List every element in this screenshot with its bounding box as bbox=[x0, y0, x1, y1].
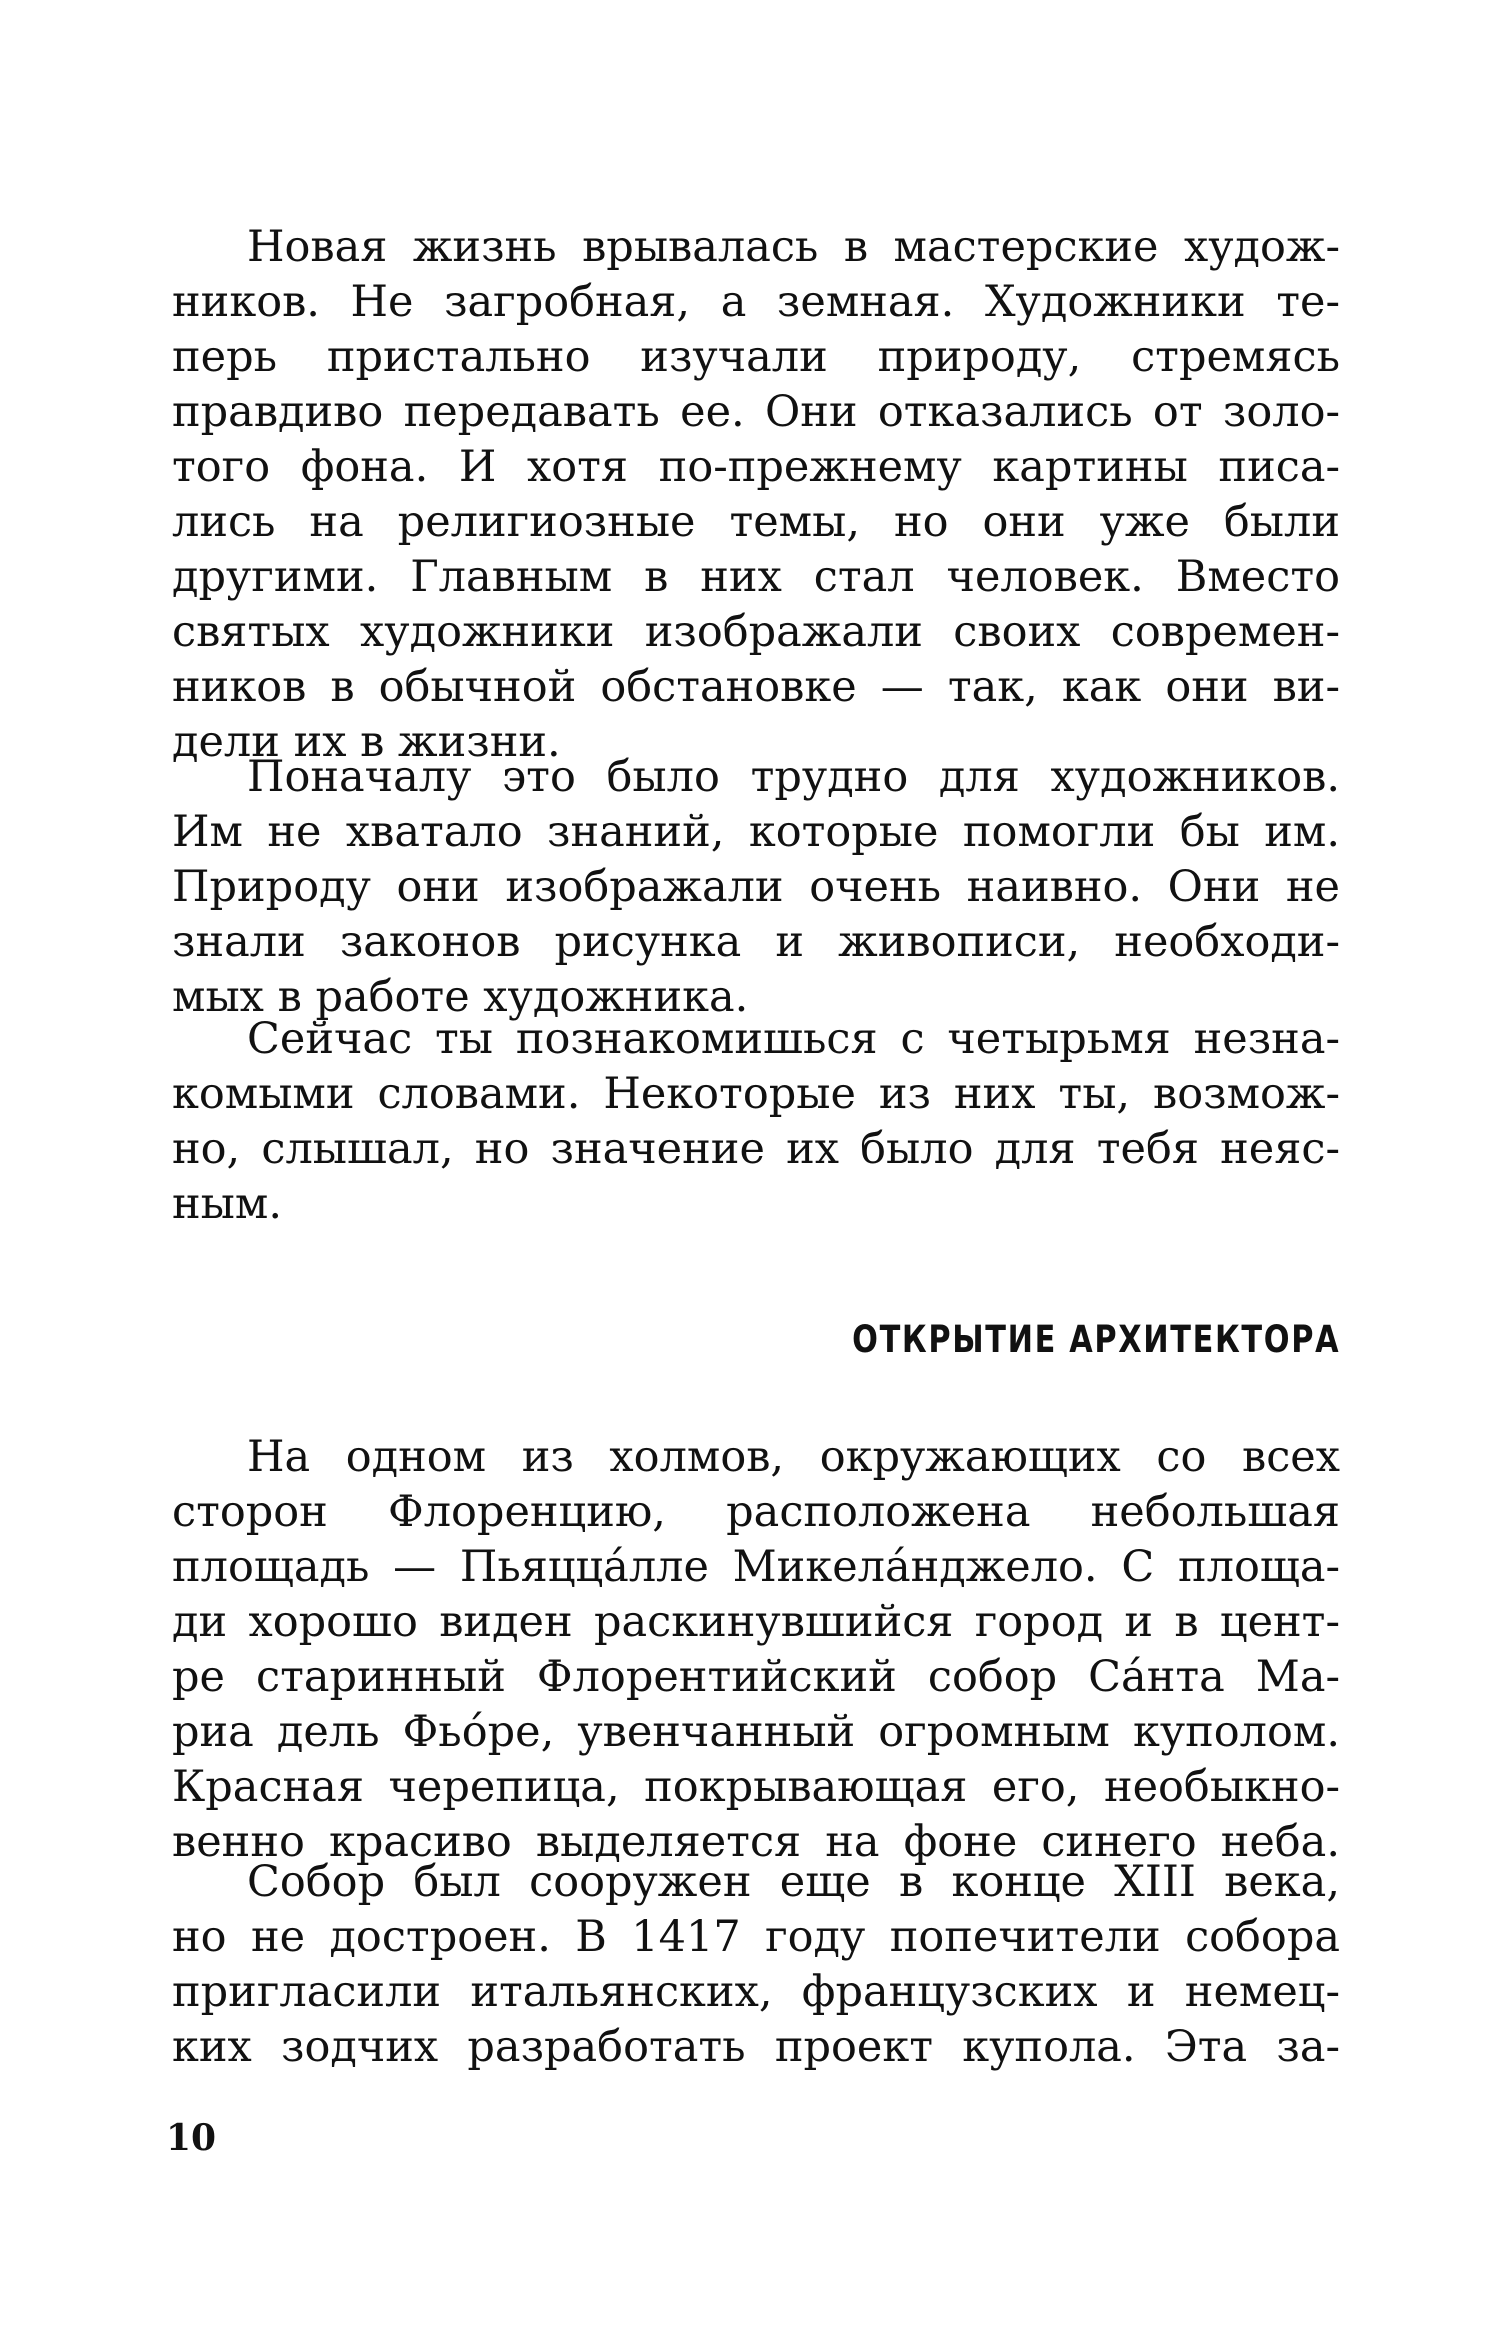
section-paragraph-1 bbox=[172, 1430, 1340, 1870]
text-line: Сейчас ты познакомишься с четырьмя незна- bbox=[247, 1014, 1340, 1064]
text-line: того фона. И хотя по-прежнему картины писа- bbox=[172, 442, 1340, 492]
text-line: правдиво передавать ее. Они отказались от золо- bbox=[172, 387, 1340, 437]
text-line: но, слышал, но значение их было для тебя неяс- bbox=[172, 1124, 1340, 1174]
section-title: ОТКРЫТИЕ АРХИТЕКТОРА bbox=[851, 1318, 1340, 1361]
text-line: Красная черепица, покрывающая его, необыкно- bbox=[172, 1762, 1340, 1812]
page-number: 10 bbox=[166, 2117, 217, 2159]
text-line: дели их в жизни. bbox=[172, 717, 561, 767]
text-line: Природу они изображали очень наивно. Они не bbox=[172, 862, 1340, 912]
text-line: Новая жизнь врывалась в мастерские худож- bbox=[247, 222, 1340, 272]
text-line: другими. Главным в них стал человек. Вместо bbox=[172, 552, 1340, 602]
intro-paragraph-1 bbox=[172, 220, 1340, 770]
text-line: риа дель Фьóре, увенчанный огромным куполом. bbox=[172, 1707, 1340, 1757]
text-line: Им не хватало знаний, которые помогли бы им. bbox=[172, 807, 1340, 857]
text-line: ников в обычной обстановке — так, как они ви- bbox=[172, 662, 1340, 712]
text-line: площадь — Пьяццáлле Микелáнджело. С площа- bbox=[172, 1542, 1340, 1592]
text-line: венно красиво выделяется на фоне синего неба. bbox=[172, 1817, 1340, 1867]
text-line: Собор был сооружен еще в конце XIII века, bbox=[247, 1857, 1340, 1907]
text-line: святых художники изображали своих современ- bbox=[172, 607, 1340, 657]
text-line: сторон Флоренцию, расположена небольшая bbox=[172, 1487, 1340, 1537]
text-line: Поначалу это было трудно для художников. bbox=[247, 752, 1340, 802]
text-line: но не достроен. В 1417 году попечители собора bbox=[172, 1912, 1340, 1962]
text-line: ких зодчих разработать проект купола. Эта за- bbox=[172, 2022, 1340, 2072]
text-line: пригласили итальянских, французских и немец- bbox=[172, 1967, 1340, 2017]
text-line: ным. bbox=[172, 1179, 282, 1229]
text-line: мых в работе художника. bbox=[172, 972, 749, 1022]
section-paragraph-2 bbox=[172, 1855, 1340, 2075]
text-line: ников. Не загробная, а земная. Художники те- bbox=[172, 277, 1340, 327]
intro-paragraph-3 bbox=[172, 1012, 1340, 1232]
text-line: лись на религиозные темы, но они уже были bbox=[172, 497, 1340, 547]
text-line: ре старинный Флорентийский собор Сáнта Ма- bbox=[172, 1652, 1340, 1702]
text-line: перь пристально изучали природу, стремясь bbox=[172, 332, 1340, 382]
text-line: ди хорошо виден раскинувшийся город и в цент- bbox=[172, 1597, 1340, 1647]
text-line: знали законов рисунка и живописи, необходи- bbox=[172, 917, 1340, 967]
text-line: комыми словами. Некоторые из них ты, возмож- bbox=[172, 1069, 1340, 1119]
text-line: На одном из холмов, окружающих со всех bbox=[247, 1432, 1340, 1482]
intro-paragraph-2 bbox=[172, 750, 1340, 1025]
